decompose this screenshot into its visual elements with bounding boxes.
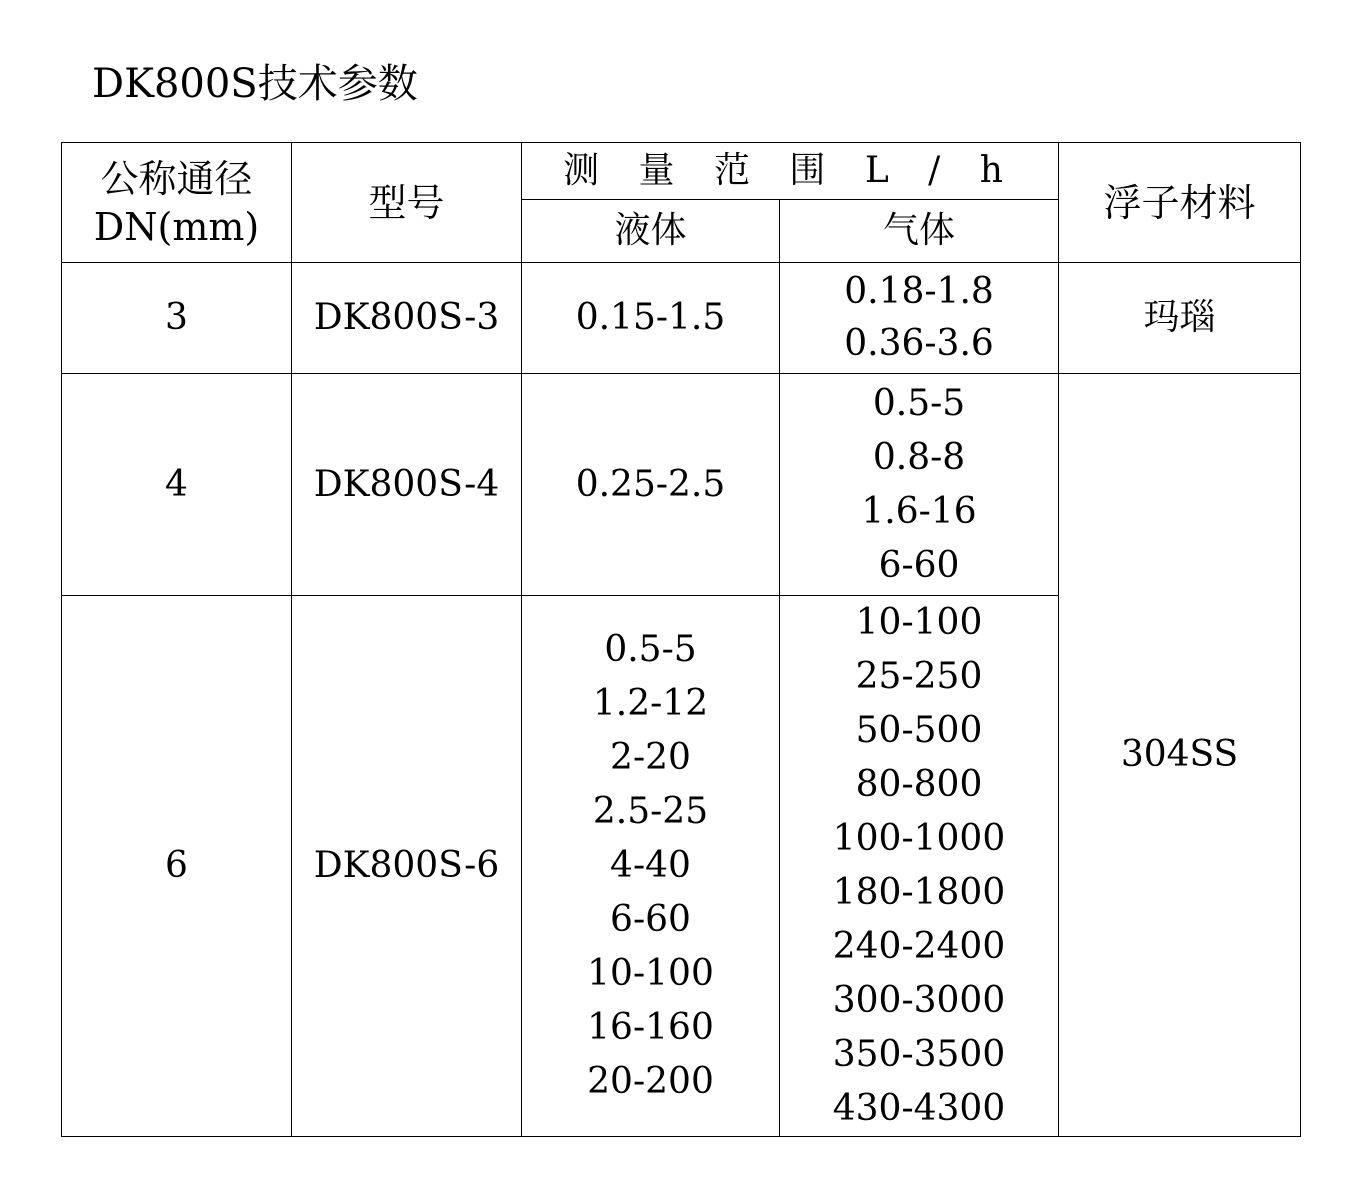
gas-range: 25-250 [855, 656, 983, 697]
gas-range: 100-1000 [832, 818, 1006, 859]
spec-table [61, 142, 1301, 1137]
liquid-header: 液体 [522, 200, 780, 263]
gas-range: 1.6-16 [861, 490, 977, 532]
liquid-range: 0.25-2.5 [575, 463, 726, 505]
liquid-range: 1.2-12 [592, 683, 709, 724]
gas-range: 10-100 [855, 602, 983, 643]
liquid-cell [522, 596, 780, 1137]
gas-range: 0.18-1.8 [844, 271, 994, 312]
liquid-range: 0.5-5 [604, 629, 697, 670]
dn-header-line2: DN(mm) [93, 204, 260, 249]
liquid-range: 10-100 [587, 953, 714, 994]
dn-header [62, 143, 292, 263]
liquid-cell [522, 263, 780, 374]
gas-range: 0.5-5 [872, 382, 966, 424]
table-row [62, 374, 1301, 596]
liquid-range: 2-20 [610, 737, 691, 778]
liquid-range: 20-200 [587, 1061, 714, 1102]
table-row [62, 263, 1301, 374]
float-material-header: 浮子材料 [1059, 143, 1301, 263]
dn-cell: 4 [62, 374, 292, 596]
dn-cell: 6 [62, 596, 292, 1137]
gas-cell [780, 596, 1059, 1137]
range-header: 测 量 范 围 L / h [522, 143, 1059, 200]
liquid-cell [522, 374, 780, 596]
model-cell: DK800S-3 [292, 263, 522, 374]
model-header: 型号 [292, 143, 522, 263]
float-material-cell: 玛瑙 [1059, 263, 1301, 374]
gas-range: 50-500 [855, 710, 983, 751]
liquid-range: 16-160 [587, 1007, 714, 1048]
liquid-range: 0.15-1.5 [575, 297, 726, 338]
liquid-range: 4-40 [610, 845, 691, 886]
gas-header: 气体 [780, 200, 1059, 263]
gas-range: 6-60 [878, 544, 960, 586]
dn-cell: 3 [62, 263, 292, 374]
gas-cell [780, 263, 1059, 374]
liquid-range: 2.5-25 [592, 791, 709, 832]
header-row-1 [62, 143, 1301, 200]
gas-range: 300-3000 [832, 980, 1006, 1021]
float-material-cell: 304SS [1059, 374, 1301, 1137]
gas-range: 180-1800 [832, 872, 1006, 913]
model-cell: DK800S-4 [292, 374, 522, 596]
gas-cell [780, 374, 1059, 596]
page-title: DK800S技术参数 [92, 61, 418, 107]
liquid-range: 6-60 [610, 899, 691, 940]
gas-range: 430-4300 [832, 1088, 1006, 1129]
gas-range: 0.8-8 [872, 436, 966, 478]
dn-header-line1: 公称通径 [100, 156, 253, 201]
gas-range: 0.36-3.6 [844, 323, 994, 364]
gas-range: 240-2400 [832, 926, 1006, 967]
model-cell: DK800S-6 [292, 596, 522, 1137]
gas-range: 80-800 [855, 764, 983, 805]
gas-range: 350-3500 [832, 1034, 1006, 1075]
